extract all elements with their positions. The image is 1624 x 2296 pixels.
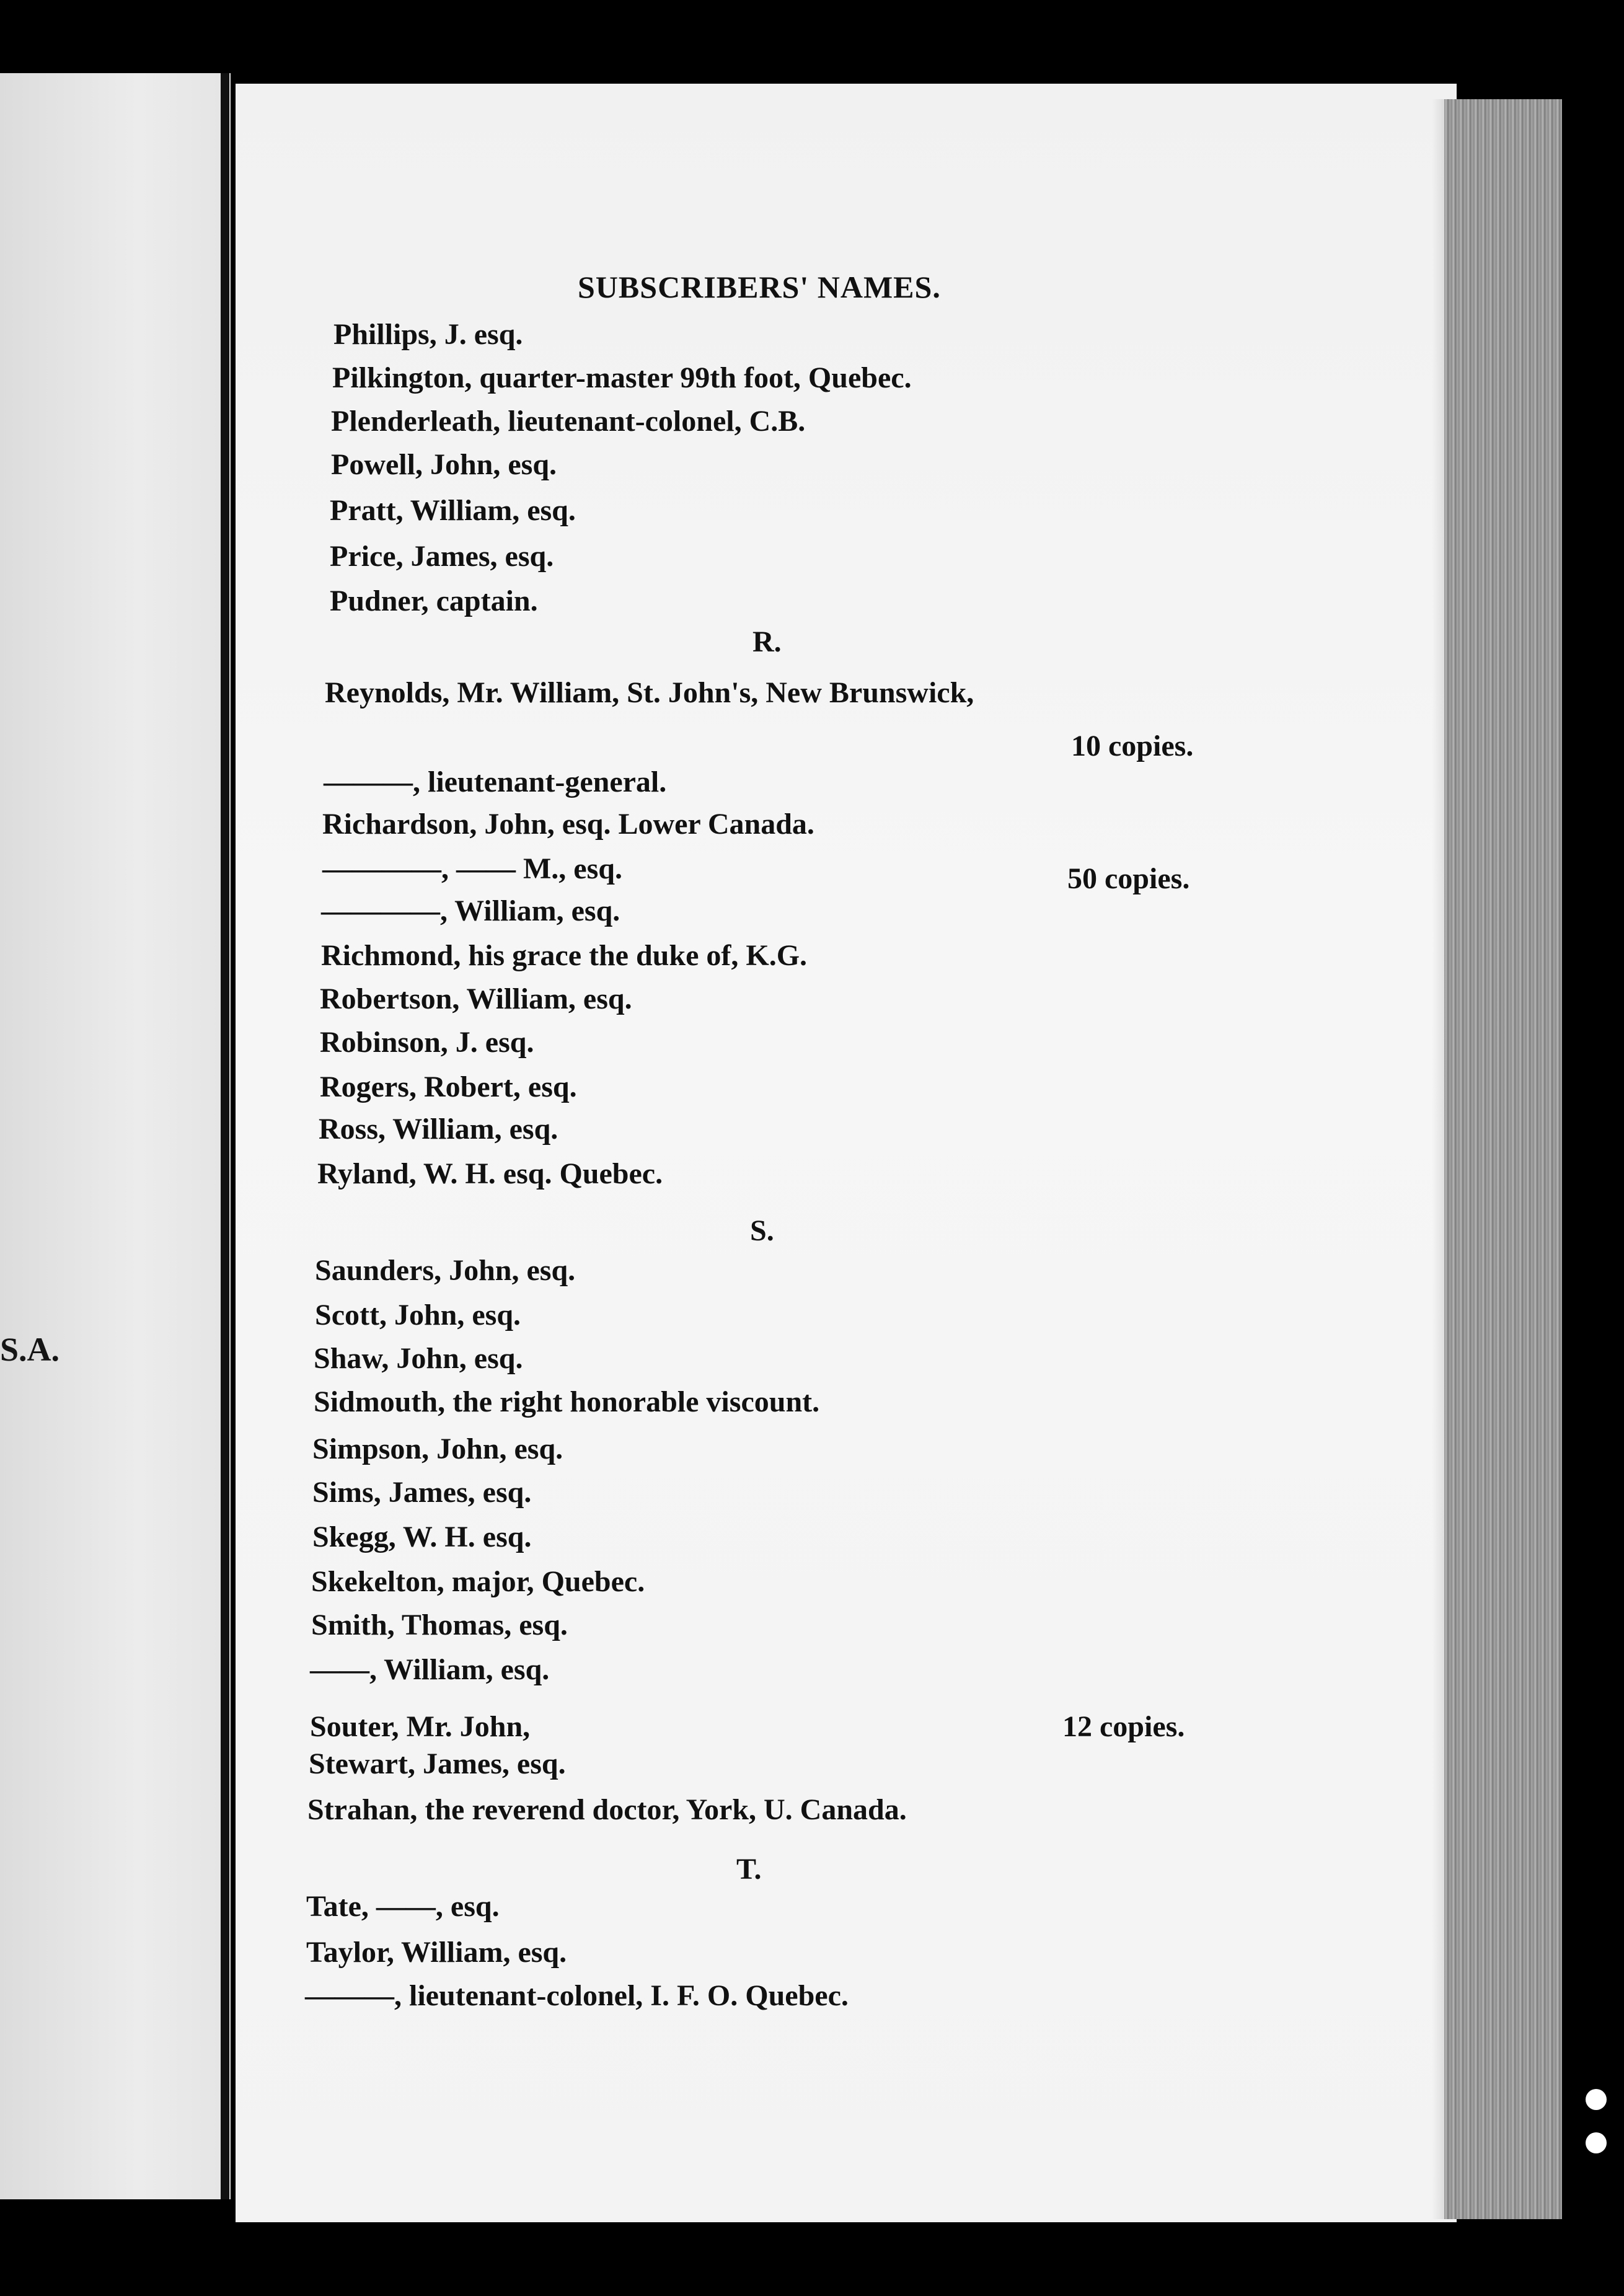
left-page-fragment: S.A.	[0, 1331, 60, 1368]
list-item: ————, William, esq.	[321, 894, 620, 927]
list-item: Richardson, John, esq. Lower Canada.	[322, 808, 814, 841]
list-item: Stewart, James, esq.	[309, 1747, 566, 1780]
list-item: Phillips, J. esq.	[333, 318, 523, 351]
list-item: Rogers, Robert, esq.	[320, 1071, 577, 1103]
list-item: ——, William, esq.	[310, 1653, 550, 1686]
list-item: Sims, James, esq.	[312, 1476, 532, 1509]
list-item: Strahan, the reverend doctor, York, U. Canada.	[307, 1793, 907, 1826]
list-item: Robinson, J. esq.	[320, 1026, 534, 1059]
list-item: Pudner, captain.	[330, 585, 538, 617]
list-item: Shaw, John, esq.	[314, 1342, 523, 1375]
copies-count: 10 copies.	[1071, 730, 1194, 762]
list-item: Plenderleath, lieutenant-colonel, C.B.	[331, 405, 806, 438]
list-item: ————, —— M., esq.	[322, 852, 622, 885]
list-item: Ross, William, esq.	[319, 1113, 558, 1146]
list-item: ———, lieutenant-general.	[324, 766, 667, 798]
list-item: Pratt, William, esq.	[330, 494, 576, 527]
section-letter: T.	[736, 1853, 762, 1886]
list-item: ———, lieutenant-colonel, I. F. O. Quebec.	[305, 1979, 849, 2012]
list-item: Powell, John, esq.	[331, 448, 557, 481]
list-item: Robertson, William, esq.	[320, 982, 632, 1015]
list-item: Price, James, esq.	[330, 540, 554, 573]
page-heading: SUBSCRIBERS' NAMES.	[578, 270, 941, 304]
list-item: Skekelton, major, Quebec.	[311, 1565, 645, 1598]
list-item: Saunders, John, esq.	[315, 1254, 576, 1287]
list-item: Souter, Mr. John,	[310, 1710, 531, 1743]
copies-count: 50 copies.	[1067, 862, 1190, 895]
list-item: Skegg, W. H. esq.	[312, 1521, 532, 1553]
list-item: Simpson, John, esq.	[312, 1433, 563, 1465]
list-item: Smith, Thomas, esq.	[311, 1609, 568, 1641]
list-item: Tate, ——, esq.	[306, 1890, 500, 1923]
list-item: Richmond, his grace the duke of, K.G.	[321, 939, 808, 972]
list-item: Ryland, W. H. esq. Quebec.	[317, 1157, 663, 1190]
list-item: Reynolds, Mr. William, St. John's, New Brunswick,	[325, 676, 974, 709]
list-item: Sidmouth, the right honorable viscount.	[314, 1385, 820, 1418]
section-letter: S.	[750, 1214, 774, 1247]
section-letter: R.	[752, 625, 782, 658]
copies-count: 12 copies.	[1062, 1710, 1185, 1743]
list-item: Scott, John, esq.	[315, 1299, 521, 1331]
list-item: Pilkington, quarter-master 99th foot, Quebec.	[332, 361, 912, 394]
list-item: Taylor, William, esq.	[306, 1936, 567, 1969]
